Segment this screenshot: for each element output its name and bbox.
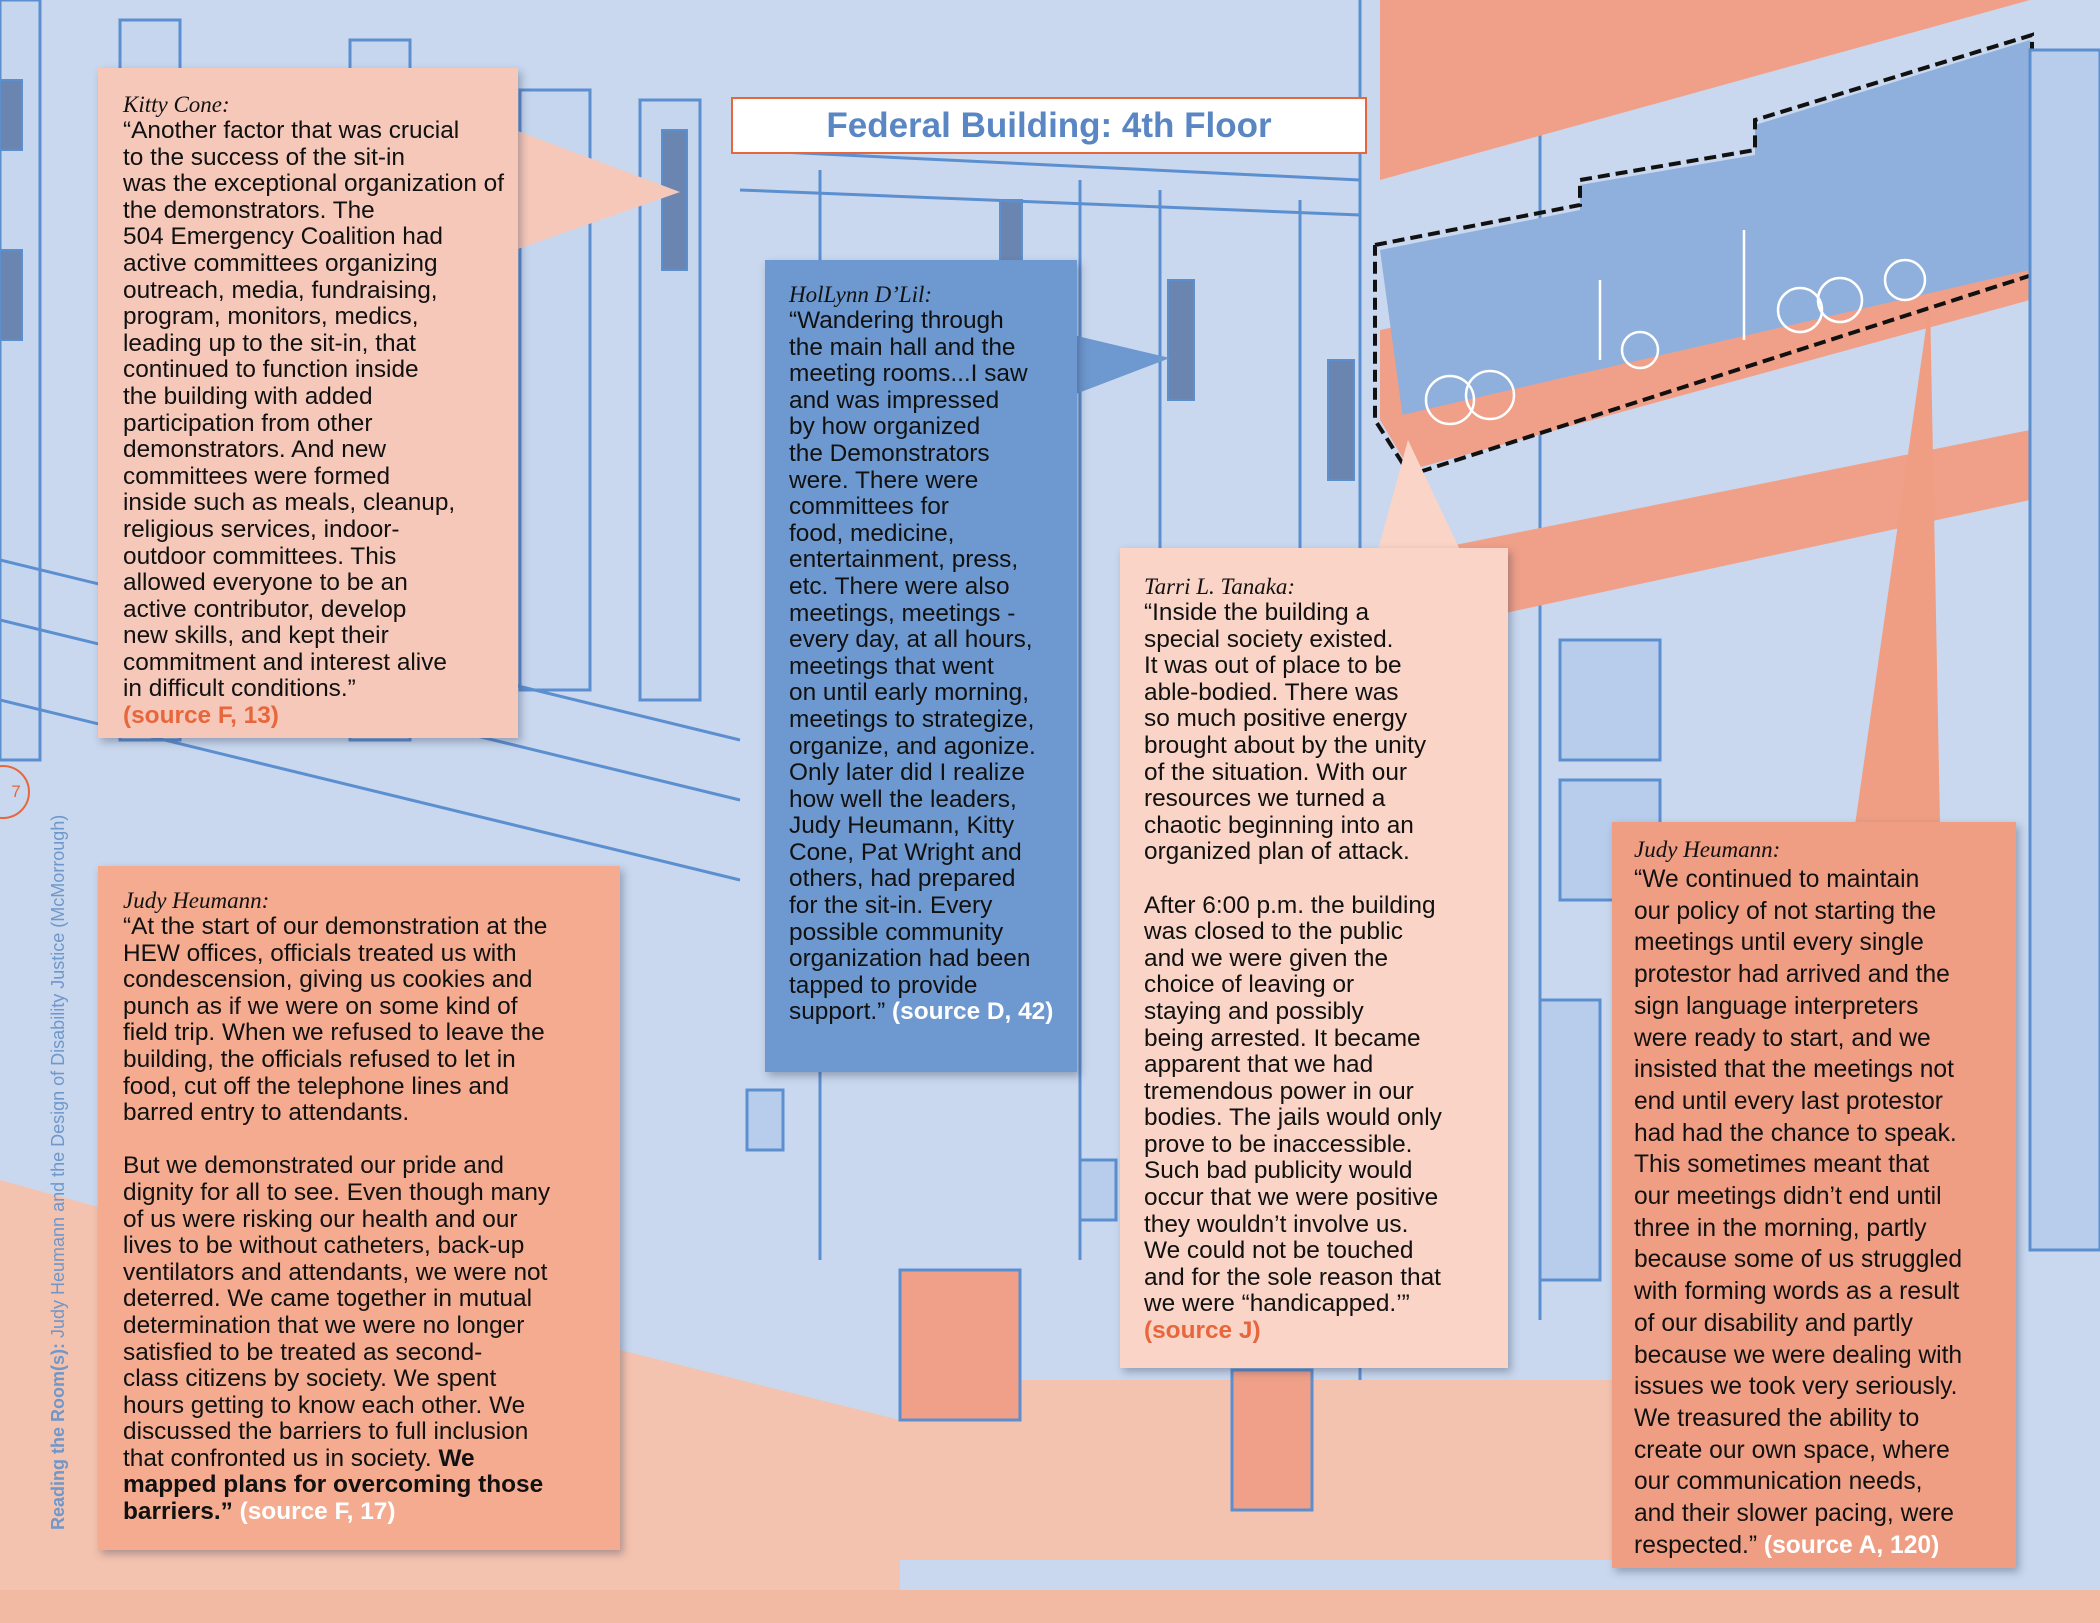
quote-text — [1144, 600, 1498, 1345]
quote-body: “Another factor that was crucial to the success of the sit-in was the exceptional organization of the demonstrators. The 504 Emergency Coalition had active committees organizing outreach, media, fundraising, program, monitors, medics, leading up to the sit-in, that continued to function inside the building with added participation from other demonstrators. And new committees were formed inside such as meals, cleanup, religious services, indoor- outdoor committees. This allowed everyone to be an active contributor, develop new skills, and kept their commitment and interest alive in difficult conditions.” — [123, 117, 505, 703]
quote-speaker: Tarri L. Tanaka: — [1144, 574, 1296, 599]
quote-source: (source F, 13) — [123, 702, 279, 730]
quote-text — [1634, 864, 2006, 1561]
quote-source: (source J) — [1144, 1317, 1261, 1345]
quote-body: “At the start of our demonstration at the HEW offices, officials treated us with condescension, giving us cookies and punch as if we were on some kind of field trip. When we refused to leave the building, the officials refused to let in food, cut off the telephone lines and barred entry to attendants. But we demonstrated our pride and dignity for all to see. Even though many of us were risking our health and our lives to be without catheters, back-up ventilators and attendants, we were not deterred. We came together in mutual determination that we were no longer satisfied to be treated as second- class citizens by society. We spent hours getting to know each other. We discussed the barriers to full inclusion that confronted us in society. — [123, 913, 551, 1472]
running-head-subtitle: Judy Heumann and the Design of Disability Justice (McMorrough) — [48, 814, 68, 1343]
quote-body: “Inside the building a special society existed. It was out of place to be able-bodied. There was so much positive energy brought about by the unity of the situation. With our resources we turned a chaotic beginning into an organized plan of attack. After 6:00 p.m. the building was closed to the public and we were given the choice of leaving or staying and possibly being arrested. It became apparent that we had tremendous power in our bodies. The jails would only prove to be inaccessible. Such bad publicity would occur that we were positive they wouldn’t involve us. We could not be touched and for the sole reason that we were “handicapped.’” — [1144, 599, 1442, 1318]
quote-body: “We continued to maintain our policy of not starting the meetings until every single protestor had arrived and the sign language interpreters were ready to start, and we insisted that the meetings not end until every last protestor had had the chance to speak. This sometimes meant that our meetings didn’t end until three in the morning, partly because some of us struggled with forming words as a result of our disability and partly because we were dealing with issues we took very seriously. We treasured the ability to create our own space, where our communication needs, and their slower pacing, were respected.” — [1634, 866, 1963, 1559]
curb — [0, 1590, 2100, 1623]
quote-box-judy-heumann-left — [98, 866, 620, 1550]
page-title: Federal Building: 4th Floor — [731, 97, 1367, 154]
quote-speaker: Judy Heumann: — [1634, 837, 1781, 862]
quote-box-hollynn-dlil — [765, 260, 1077, 1072]
quote-speaker: HolLynn D’Lil: — [789, 282, 933, 307]
quote-box-judy-heumann-right — [1612, 822, 2016, 1568]
quote-text — [123, 118, 504, 730]
quote-box-tarri-tanaka — [1120, 548, 1508, 1368]
quote-box-kitty-cone — [98, 68, 518, 738]
quote-speaker: Judy Heumann: — [123, 888, 270, 913]
quote-body: “Wandering through the main hall and the meeting rooms...I saw and was impressed by how organized the Demonstrators were. There were committees for food, medicine, entertainment, press, etc. There were also meetings, meetings - every day, at all hours, meetings that went on until early morning, meetings to strategize, organize, and agonize. Only later did I realize how well the leaders, Judy Heumann, Kitty Cone, Pat Wright and others, had prepared for the sit-in. Every possible community organization had been tapped to provide support.” — [789, 307, 1036, 1026]
running-head — [46, 815, 70, 1530]
quote-source: (source F, 17) — [239, 1498, 396, 1526]
quote-source: (source A, 120) — [1763, 1531, 1940, 1559]
running-head-title: Reading the Room(s): — [48, 1343, 68, 1530]
page-number: 7 — [11, 782, 21, 801]
quote-source: (source D, 42) — [892, 998, 1054, 1026]
quote-speaker: Kitty Cone: — [123, 92, 230, 117]
quote-text — [789, 308, 1067, 1026]
quote-emphasis: We mapped plans for overcoming those barriers.” — [123, 1444, 544, 1526]
quote-text — [123, 914, 608, 1526]
